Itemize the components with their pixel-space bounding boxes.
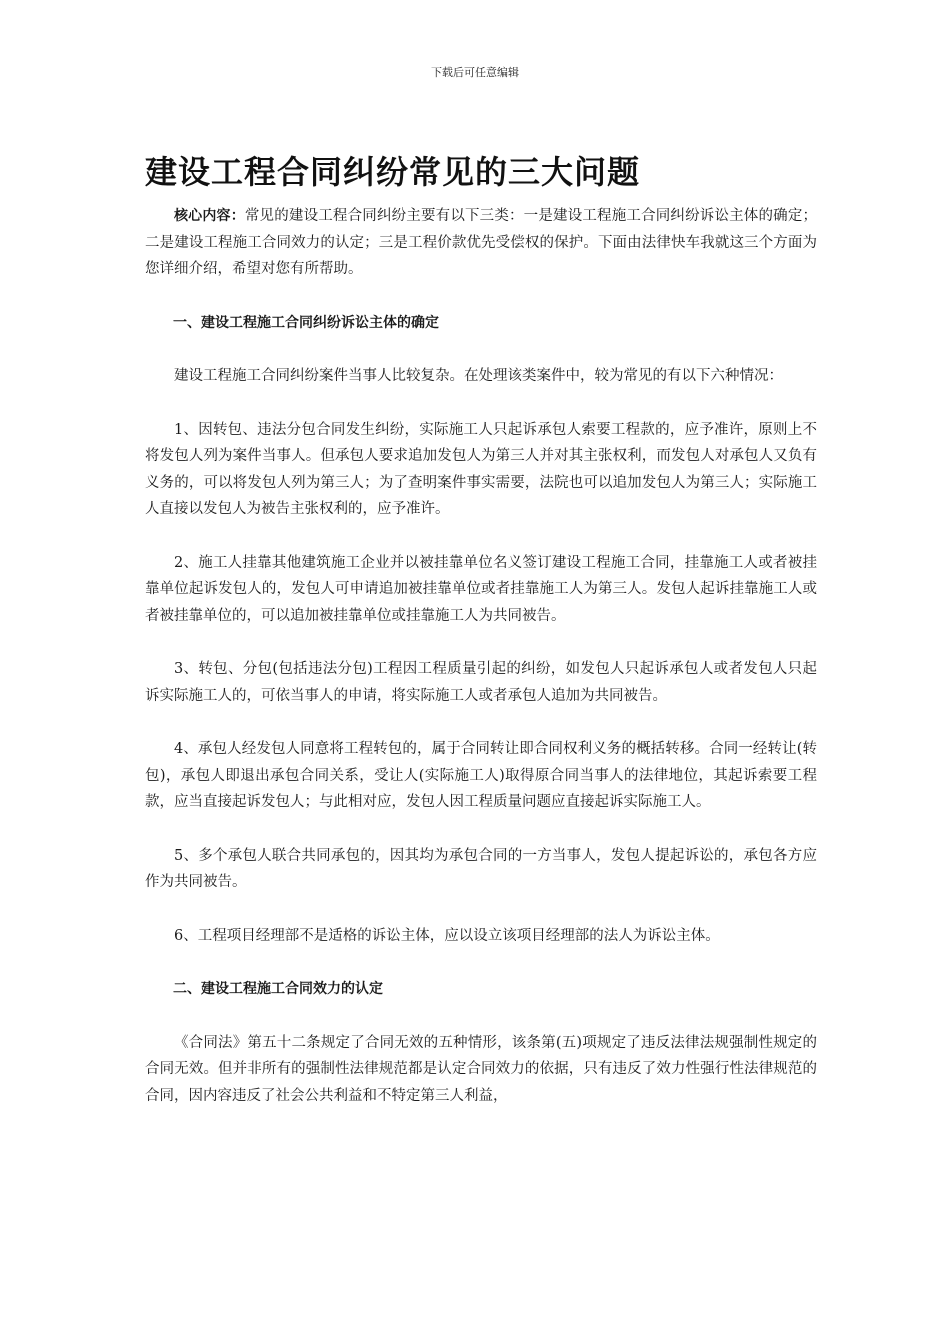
section-1-item-1: 1、因转包、违法分包合同发生纠纷，实际施工人只起诉承包人索要工程款的，应予准许，原则上不将发包人列为案件当事人。但承包人要求追加发包人为第三人并对其主张权利，而发包人对承包人又负有义务的，可以将发包人列为第三人；为了查明案件事实需要，法院也可以追加发包人为第三人；实际施工人直接以发包人为被告主张权利的，应予准许。 (145, 421, 817, 517)
intro-text: 常见的建设工程合同纠纷主要有以下三类：一是建设工程施工合同纠纷诉讼主体的确定；二是建设工程施工合同效力的认定；三是工程价款优先受偿权的保护。下面由法律快车我就这三个方面为您详细介绍，希望对您有所帮助。 (145, 208, 817, 277)
paragraph-gap (145, 336, 817, 363)
paragraph-gap (145, 709, 817, 736)
section-1-item-4: 4、承包人经发包人同意将工程转包的，属于合同转让即合同权利义务的概括转移。合同一经转让(转包)，承包人即退出承包合同关系，受让人(实际施工人)取得原合同当事人的法律地位，其起诉索要工程款，应当直接起诉发包人；与此相对应，发包人因工程质量问题应直接起诉实际施工人。 (145, 741, 817, 810)
paragraph-gap (145, 816, 817, 843)
section-1-item-3: 3、转包、分包(包括违法分包)工程因工程质量引起的纠纷，如发包人只起诉承包人或者发包人只起诉实际施工人的，可依当事人的申请，将实际施工人或者承包人追加为共同被告。 (145, 661, 817, 704)
section-1-heading: 一、建设工程施工合同纠纷诉讼主体的确定 (173, 314, 439, 331)
section-1-intro: 建设工程施工合同纠纷案件当事人比较复杂。在处理该类案件中，较为常见的有以下六种情况： (174, 368, 783, 384)
paragraph-gap (145, 1003, 817, 1030)
section-1-item-2: 2、施工人挂靠其他建筑施工企业并以被挂靠单位名义签订建设工程施工合同，挂靠施工人或者被挂靠单位起诉发包人的，发包人可申请追加被挂靠单位或者挂靠施工人为第三人。发包人起诉挂靠施工人或者被挂靠单位的，可以追加被挂靠单位或挂靠施工人为共同被告。 (145, 554, 817, 624)
paragraph-gap (145, 629, 817, 656)
paragraph-gap (145, 283, 817, 310)
document-title: 建设工程合同纠纷常见的三大问题 (145, 153, 641, 192)
document-body (145, 203, 817, 1109)
section-2-heading: 二、建设工程施工合同效力的认定 (173, 981, 383, 997)
paragraph-gap (145, 523, 817, 550)
section-2-text: 《合同法》第五十二条规定了合同无效的五种情形，该条第(五)项规定了违反法律法规强制性规定的合同无效。但并非所有的强制性法律规范都是认定合同效力的依据，只有违反了效力性强行性法律规范的合同，因内容违反了社会公共利益和不特定第三人利益， (145, 1034, 817, 1104)
paragraph-gap (145, 949, 817, 976)
paragraph-gap (145, 896, 817, 923)
section-1-item-6: 6、工程项目经理部不是适格的诉讼主体，应以设立该项目经理部的法人为诉讼主体。 (174, 927, 720, 944)
paragraph-gap (145, 390, 817, 417)
intro-paragraph (145, 203, 817, 283)
section-1-item-5: 5、多个承包人联合共同承包的，因其均为承包合同的一方当事人，发包人提起诉讼的，承包各方应作为共同被告。 (145, 847, 817, 890)
intro-label: 核心内容： (174, 208, 245, 224)
header-note: 下载后可任意编辑 (431, 66, 519, 79)
